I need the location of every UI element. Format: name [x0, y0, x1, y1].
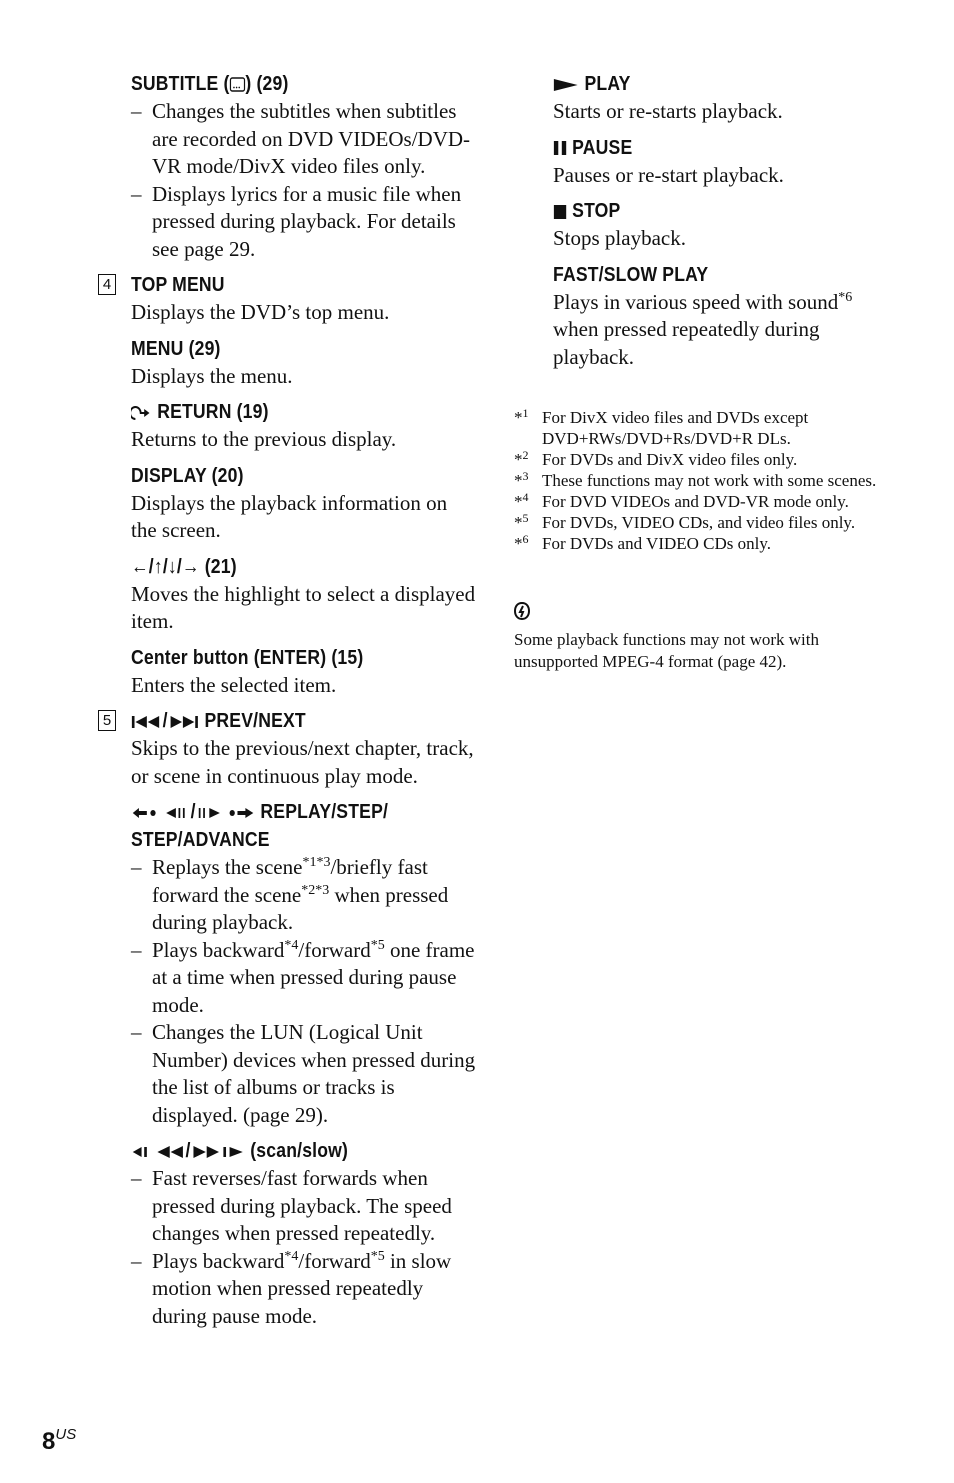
left-column: [102, 70, 476, 1338]
footnote: *$^6$ For DVDs and VIDEO CDs only.: [514, 532, 772, 553]
pause-icon: [553, 140, 567, 156]
footnotes: [514, 407, 904, 554]
subtitle-section: [131, 70, 476, 263]
list-item: – Fast reverses/fast forwards when pressed during playback. The speed changes when pressed repeatedly.: [131, 1165, 476, 1248]
subtitle-list: [131, 98, 476, 263]
next-icon: [168, 714, 200, 730]
display-heading: DISPLAY (20): [131, 464, 244, 487]
top-menu-heading: TOP MENU: [131, 274, 225, 296]
slow-forward-icon: [221, 1144, 246, 1160]
prev-next-section: [131, 707, 476, 790]
menu-section: [131, 335, 476, 391]
display-text: Displays the playback information on the screen.: [131, 490, 448, 542]
item-number-5: 5: [98, 710, 116, 731]
pause-section: [553, 134, 898, 190]
arrows-text: Moves the highlight to select a displayed item.: [131, 581, 476, 633]
note-text: Some playback functions may not work with unsupported MPEG-4 format (page 42).: [514, 630, 820, 671]
scan-slow-heading: / (scan/slow): [131, 1137, 435, 1165]
menu-text: Displays the menu.: [131, 363, 293, 388]
replay-icon: [131, 806, 159, 820]
fast-reverse-icon: [156, 1144, 186, 1160]
center-button-section: [131, 644, 476, 700]
return-section: [131, 398, 476, 454]
prev-icon: [131, 714, 163, 730]
list-item: – Changes the subtitles when subtitles are recorded on DVD VIDEOs/DVD-VR mode/DivX video files only.: [131, 98, 476, 181]
list-item: – Plays backward$^{*4}$/forward$^{*5}$ in slow motion when pressed repeatedly during pause mode.: [131, 1248, 476, 1331]
stop-text: Stops playback.: [553, 226, 686, 250]
item-4-group: [102, 271, 476, 699]
display-section: [131, 462, 476, 545]
item-number-4: 4: [98, 274, 116, 295]
subtitle-icon: [230, 77, 246, 93]
center-button-heading: Center button (ENTER) (15): [131, 646, 364, 669]
center-button-text: Enters the selected item.: [131, 672, 337, 697]
list-item: – Changes the LUN (Logical Unit Number) devices when pressed during the list of albums or tracks is displayed. (page 29).: [131, 1019, 476, 1129]
replay-step-list: [131, 854, 476, 1129]
arrows-section: [131, 553, 476, 636]
play-text: Starts or re-starts playback.: [553, 99, 783, 123]
play-section: [553, 70, 898, 126]
subtitle-heading: SUBTITLE ( ) (29): [131, 73, 289, 95]
footnote: *$^3$ These functions may not work with some scenes.: [514, 469, 877, 490]
note-icon: [514, 602, 530, 620]
return-heading: RETURN (19): [131, 398, 435, 426]
replay-step-heading: / REPLAY/STEP/ STEP/ADVANCE: [131, 801, 389, 851]
footnote: *$^2$ For DVDs and DivX video files only.: [514, 448, 798, 469]
return-text: Returns to the previous display.: [131, 427, 397, 451]
replay-step-section: [131, 798, 476, 1129]
top-menu-section: [131, 271, 476, 327]
pause-text: Pauses or re-start playback.: [553, 162, 784, 187]
footnote: *$^4$ For DVD VIDEOs and DVD-VR mode only.: [514, 490, 849, 511]
top-menu-text: Displays the DVD’s top menu.: [131, 300, 390, 324]
arrows-heading: ←/↑/↓/→ (21): [131, 555, 237, 578]
fast-slow-play-text: Plays in various speed with sound$^{*6}$ when pressed repeatedly during playback.: [553, 289, 853, 369]
right-column: [553, 70, 898, 379]
menu-heading: MENU (29): [131, 337, 221, 360]
play-heading: PLAY: [553, 70, 857, 98]
stop-heading: STOP: [553, 197, 857, 225]
return-arrow-icon: [131, 404, 152, 422]
step-forward-icon: [196, 806, 222, 820]
list-item: – Replays the scene$^{*1*3}$/briefly fast forward the scene$^{*2*3}$ when pressed during playback.: [131, 854, 476, 937]
scan-slow-section: [131, 1137, 476, 1330]
item-5-group: [102, 707, 476, 1330]
play-icon: [553, 78, 579, 92]
pause-heading: PAUSE: [553, 134, 857, 162]
prev-next-heading: / PREV/NEXT: [131, 707, 435, 735]
list-item: – Plays backward$^{*4}$/forward$^{*5}$ one frame at a time when pressed during pause mode.: [131, 937, 476, 1020]
fast-forward-icon: [191, 1144, 221, 1160]
fast-slow-play-section: [553, 261, 898, 372]
stop-section: [553, 197, 898, 253]
scan-slow-list: [131, 1165, 476, 1330]
note-block: [514, 602, 894, 673]
page-number: 8US: [42, 1426, 77, 1455]
footnote: *$^1$ For DivX video files and DVDs except DVD+RWs/DVD+Rs/DVD+R DLs.: [514, 406, 809, 448]
slow-reverse-icon: [131, 1144, 156, 1160]
fast-slow-play-heading: FAST/SLOW PLAY: [553, 263, 709, 286]
step-back-icon: [164, 806, 190, 820]
stop-icon: [553, 204, 567, 220]
list-item: – Displays lyrics for a music file when pressed during playback. For details see page 29.: [131, 181, 476, 264]
footnote: *$^5$ For DVDs, VIDEO CDs, and video files only.: [514, 511, 856, 532]
advance-icon: [227, 806, 255, 820]
prev-next-text: Skips to the previous/next chapter, track, or scene in continuous play mode.: [131, 736, 474, 788]
